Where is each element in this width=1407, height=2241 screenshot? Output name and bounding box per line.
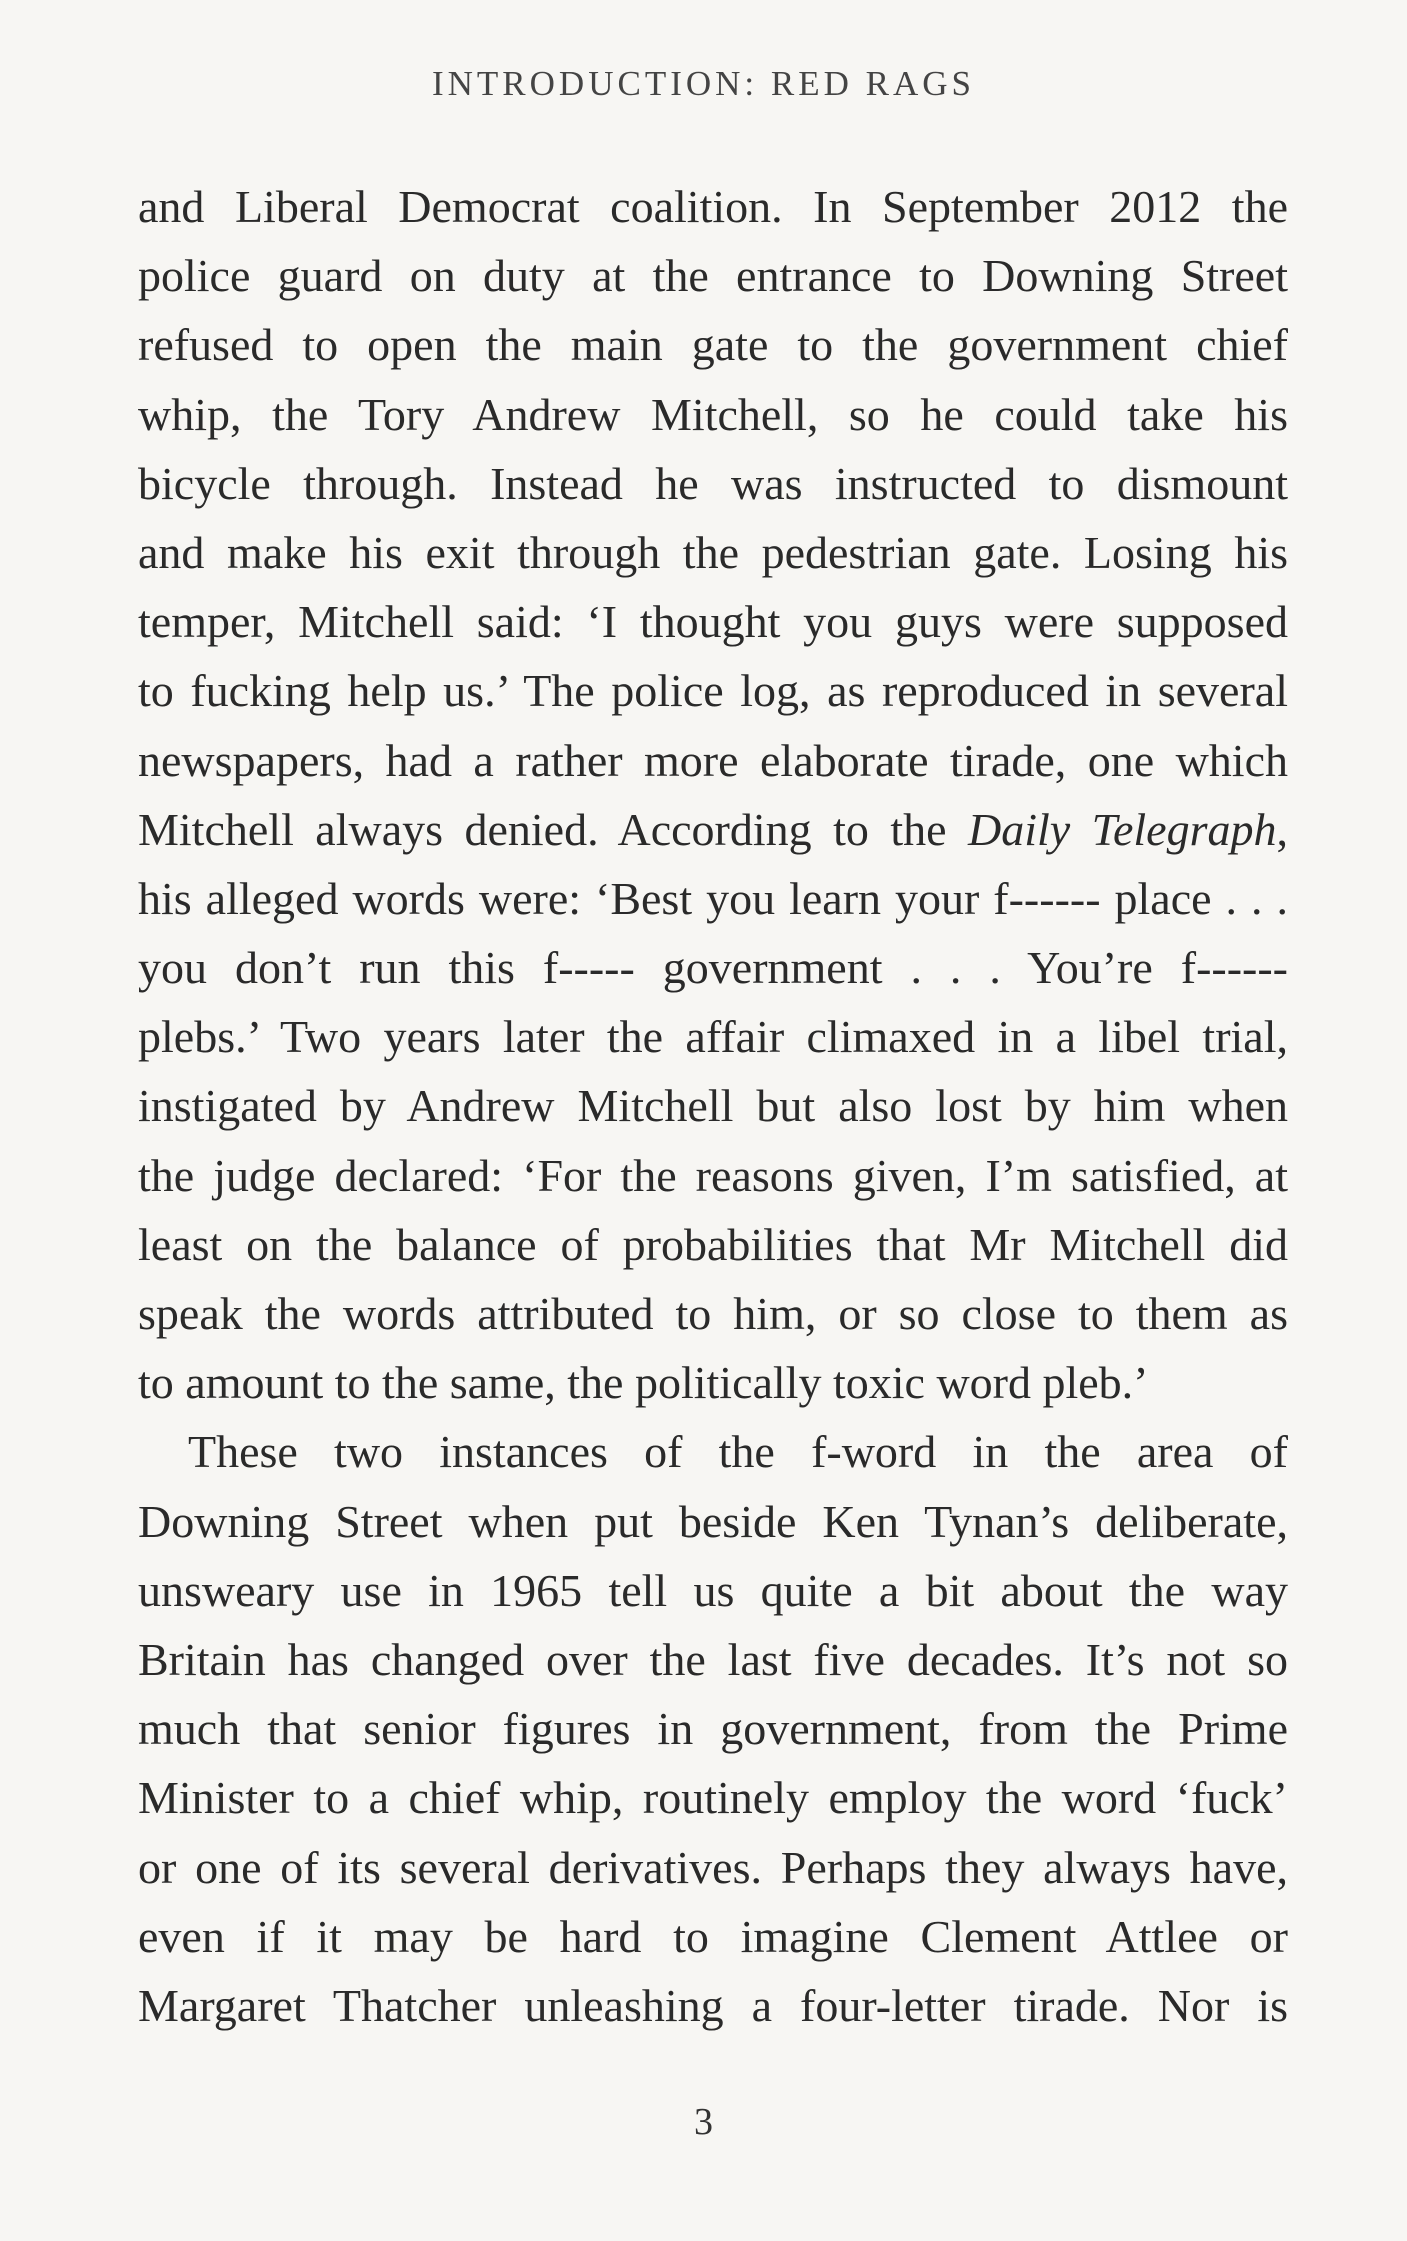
newspaper-title: Daily Telegraph [967, 803, 1277, 855]
page-number: 3 [694, 2101, 713, 2143]
text-line: refused to open the main gate to the government chief [138, 319, 1288, 371]
text-line: Minister to a chief whip, routinely employ the word ‘fuck’ [138, 1772, 1288, 1824]
text-line: temper, Mitchell said: ‘I thought you guys were supposed [138, 596, 1288, 648]
text-line: Margaret Thatcher unleashing a four-letter tirade. Nor is [138, 1979, 1288, 2031]
text-line: Downing Street when put beside Ken Tynan’s deliberate, [138, 1495, 1288, 1547]
text-line: much that senior figures in government, from the Prime [138, 1703, 1288, 1755]
text-line: or one of its several derivatives. Perhaps they always have, [138, 1841, 1288, 1893]
text-line: the judge declared: ‘For the reasons given, I’m satisfied, at [138, 1149, 1288, 1201]
text-line: his alleged words were: ‘Best you learn your f------ place . . . [138, 872, 1288, 924]
text-line: plebs.’ Two years later the affair climaxed in a libel trial, [138, 1011, 1288, 1063]
text-line: even if it may be hard to imagine Clement Attlee or [138, 1910, 1288, 1962]
paragraph-2 [138, 1417, 1288, 2040]
text-line: you don’t run this f----- government . . . You’re f------ [138, 942, 1288, 994]
text-line: instigated by Andrew Mitchell but also lost by him when [138, 1080, 1288, 1132]
text-line: to amount to the same, the politically toxic word pleb.’ [138, 1357, 1149, 1409]
body-text [138, 172, 1288, 2040]
text-line: and make his exit through the pedestrian gate. Losing his [138, 526, 1288, 578]
running-head: INTRODUCTION: RED RAGS [432, 64, 975, 103]
text-line: Britain has changed over the last five decades. It’s not so [138, 1633, 1288, 1685]
text-line: least on the balance of probabilities that Mr Mitchell did [138, 1218, 1288, 1270]
text-line: These two instances of the f-word in the area of [188, 1426, 1288, 1478]
text-line: newspapers, had a rather more elaborate tirade, one which [138, 734, 1288, 786]
text-line: police guard on duty at the entrance to Downing Street [138, 250, 1288, 302]
text-line: speak the words attributed to him, or so close to them as [138, 1288, 1288, 1339]
text-line: Mitchell always denied. According to the Daily Telegraph, [138, 803, 1288, 855]
text-line: bicycle through. Instead he was instructed to dismount [138, 457, 1288, 509]
text-line: whip, the Tory Andrew Mitchell, so he could take his [138, 388, 1288, 440]
text-line: and Liberal Democrat coalition. In September 2012 the [138, 181, 1288, 232]
text-line: to fucking help us.’ The police log, as reproduced in several [138, 665, 1288, 717]
text-line: unsweary use in 1965 tell us quite a bit about the way [138, 1564, 1288, 1616]
paragraph-1 [138, 172, 1288, 1417]
